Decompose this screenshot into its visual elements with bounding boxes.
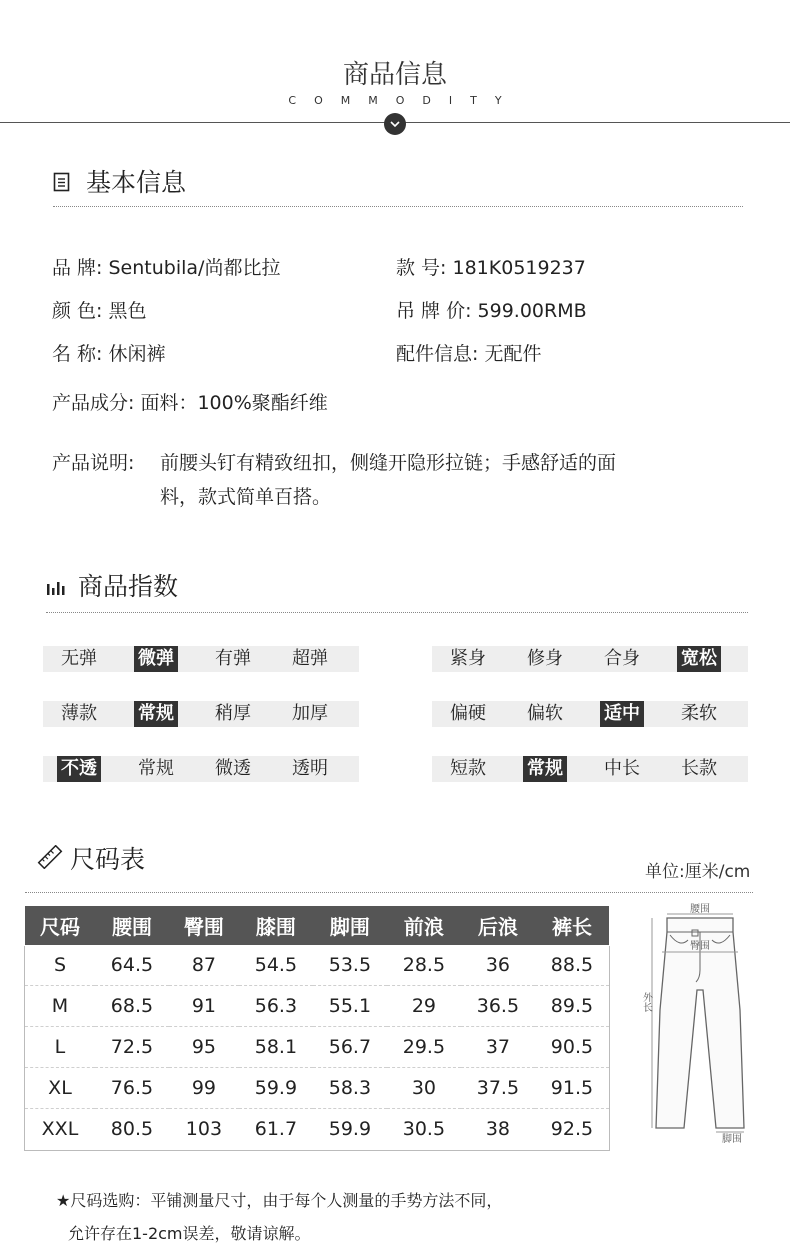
table-cell: 80.5 bbox=[110, 1118, 154, 1140]
page-title: 商品信息 bbox=[342, 60, 447, 90]
field-composition: 产品成分: 面料：100%聚酯纤维 bbox=[52, 392, 328, 414]
table-header-cell: 前浪 bbox=[387, 906, 461, 945]
index-option: 有弹 bbox=[215, 648, 251, 669]
index-option: 微弹 bbox=[134, 646, 178, 672]
table-cell: XL bbox=[25, 1068, 95, 1109]
index-option: 常规 bbox=[134, 701, 178, 727]
table-cell: 91.5 bbox=[535, 1068, 609, 1109]
table-cell: 36 bbox=[461, 945, 535, 986]
diagram-label-hip: 臀围 bbox=[690, 941, 710, 952]
field-brand: 品 牌: Sentubila/尚都比拉 bbox=[52, 257, 281, 279]
index-option: 长款 bbox=[681, 758, 717, 779]
table-cell: 30.5 bbox=[402, 1118, 446, 1140]
table-cell: 29 bbox=[387, 986, 461, 1027]
table-cell: 53.5 bbox=[313, 945, 387, 986]
table-cell: S bbox=[25, 945, 95, 986]
index-option: 短款 bbox=[450, 758, 486, 779]
table-cell: 95 bbox=[169, 1027, 239, 1068]
ruler-icon bbox=[37, 845, 63, 873]
note-line-2: 允许存在1-2cm误差，敬请谅解。 bbox=[68, 1224, 311, 1243]
diagram-label-hem: 脚围 bbox=[722, 1134, 742, 1145]
table-cell: XXL bbox=[41, 1118, 79, 1140]
table-cell: 58.3 bbox=[313, 1068, 387, 1109]
table-header-cell: 尺码 bbox=[25, 906, 95, 945]
index-option: 中长 bbox=[604, 758, 640, 779]
index-option: 不透 bbox=[57, 756, 101, 782]
diagram-label-waist: 腰围 bbox=[690, 904, 710, 915]
table-cell: 55.1 bbox=[313, 986, 387, 1027]
index-option: 修身 bbox=[527, 648, 563, 669]
table-cell: 99 bbox=[169, 1068, 239, 1109]
index-option: 微透 bbox=[215, 758, 251, 779]
table-cell: 38 bbox=[485, 1118, 510, 1140]
field-accessories: 配件信息: 无配件 bbox=[396, 343, 542, 365]
index-option: 常规 bbox=[523, 756, 567, 782]
section-title-index: 商品指数 bbox=[78, 572, 179, 601]
table-cell: 59.9 bbox=[239, 1068, 313, 1109]
table-cell: 28.5 bbox=[387, 945, 461, 986]
table-cell: 91 bbox=[169, 986, 239, 1027]
field-description-line1: 前腰头钉有精致纽扣，侧缝开隐形拉链；手感舒适的面 bbox=[160, 452, 617, 474]
table-header-cell: 臀围 bbox=[169, 906, 239, 945]
table-header-cell: 膝围 bbox=[239, 906, 313, 945]
table-cell: 58.1 bbox=[239, 1027, 313, 1068]
index-option: 超弹 bbox=[292, 648, 328, 669]
table-cell: 76.5 bbox=[95, 1068, 169, 1109]
index-option: 偏硬 bbox=[450, 703, 486, 724]
table-cell: 64.5 bbox=[95, 945, 169, 986]
index-option: 常规 bbox=[138, 758, 174, 779]
field-description-line2: 料，款式简单百搭。 bbox=[160, 486, 332, 508]
field-style-no: 款 号: 181K0519237 bbox=[396, 257, 586, 279]
field-description-label: 产品说明: bbox=[52, 452, 135, 474]
index-option: 薄款 bbox=[61, 703, 97, 724]
bar-chart-icon bbox=[46, 580, 66, 600]
field-color: 颜 色: 黑色 bbox=[52, 300, 147, 322]
index-option: 紧身 bbox=[450, 648, 486, 669]
table-cell: 37.5 bbox=[461, 1068, 535, 1109]
table-cell: 92.5 bbox=[550, 1118, 594, 1140]
index-option: 无弹 bbox=[61, 648, 97, 669]
page-subtitle: COMMODITY bbox=[288, 94, 520, 107]
table-cell: 59.9 bbox=[328, 1118, 372, 1140]
table-header-cell: 腰围 bbox=[95, 906, 169, 945]
table-header-cell: 后浪 bbox=[461, 906, 535, 945]
size-table-border bbox=[24, 946, 610, 1151]
index-option: 适中 bbox=[600, 701, 644, 727]
index-option: 柔软 bbox=[681, 703, 717, 724]
table-cell: 37 bbox=[461, 1027, 535, 1068]
dotted-divider bbox=[46, 612, 748, 613]
index-option: 宽松 bbox=[677, 646, 721, 672]
table-cell: 56.3 bbox=[239, 986, 313, 1027]
table-header-cell: 裤长 bbox=[535, 906, 609, 945]
diagram-label-outseam: 外长 bbox=[640, 992, 652, 1012]
pants-diagram bbox=[640, 900, 760, 1154]
table-cell: M bbox=[25, 986, 95, 1027]
table-cell: 89.5 bbox=[535, 986, 609, 1027]
section-title-size: 尺码表 bbox=[70, 845, 146, 874]
table-cell: 88.5 bbox=[535, 945, 609, 986]
table-cell: 54.5 bbox=[239, 945, 313, 986]
table-cell: 56.7 bbox=[313, 1027, 387, 1068]
field-price: 吊 牌 价: 599.00RMB bbox=[396, 300, 587, 322]
dotted-divider bbox=[25, 892, 753, 893]
index-option: 稍厚 bbox=[215, 703, 251, 724]
note-line-1: ★尺码选购：平铺测量尺寸，由于每个人测量的手势方法不同， bbox=[56, 1191, 503, 1210]
index-option: 加厚 bbox=[292, 703, 328, 724]
table-cell: 36.5 bbox=[461, 986, 535, 1027]
table-cell: 30 bbox=[387, 1068, 461, 1109]
table-cell: 87 bbox=[169, 945, 239, 986]
table-cell: 29.5 bbox=[387, 1027, 461, 1068]
table-cell: 68.5 bbox=[95, 986, 169, 1027]
field-name: 名 称: 休闲裤 bbox=[52, 343, 166, 365]
index-option: 偏软 bbox=[527, 703, 563, 724]
document-icon bbox=[53, 172, 71, 196]
table-header-cell: 脚围 bbox=[313, 906, 387, 945]
index-option: 透明 bbox=[292, 758, 328, 779]
index-option: 合身 bbox=[604, 648, 640, 669]
table-cell: 72.5 bbox=[95, 1027, 169, 1068]
table-cell: L bbox=[25, 1027, 95, 1068]
chevron-down-icon bbox=[384, 113, 406, 135]
table-cell: 103 bbox=[185, 1118, 223, 1140]
unit-label: 单位:厘米/cm bbox=[645, 862, 751, 882]
table-cell: 61.7 bbox=[254, 1118, 298, 1140]
section-title-basic: 基本信息 bbox=[86, 168, 187, 197]
dotted-divider bbox=[53, 206, 743, 207]
table-cell: 90.5 bbox=[535, 1027, 609, 1068]
